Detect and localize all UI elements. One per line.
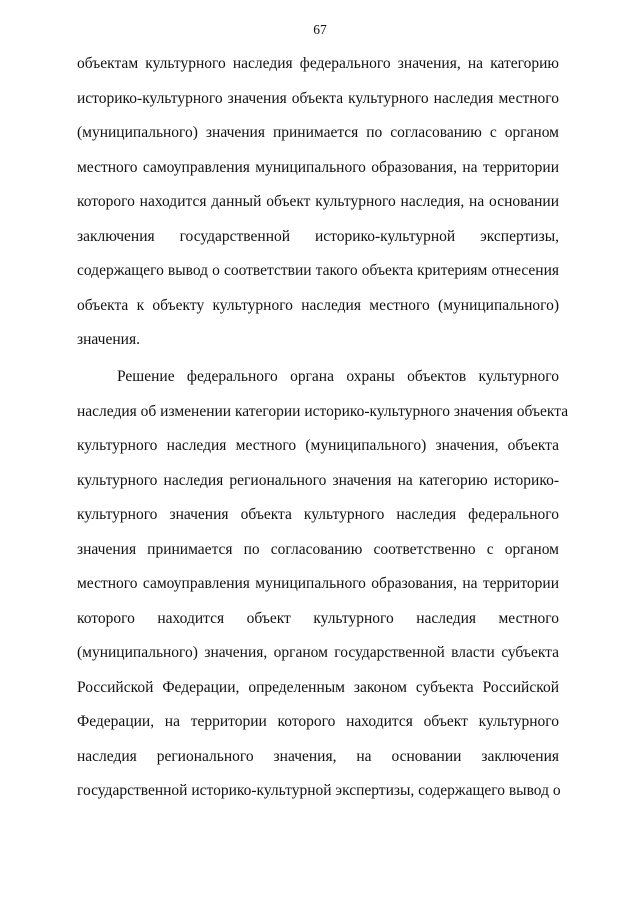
paragraph-2-line-12: наследия регионального значения, на основании заключения <box>77 748 559 765</box>
paragraph-2-line-9: (муниципального) значения, органом государственной власти субъекта <box>77 644 559 661</box>
paragraph-2-line-13: государственной историко-культурной экспертизы, содержащего вывод о <box>77 782 561 799</box>
paragraph-1-line-8: объекта к объекту культурного наследия местного (муниципального) <box>77 297 559 314</box>
paragraph-2-line-8: которого находится объект культурного наследия местного <box>77 610 559 627</box>
paragraph-2-line-7: местного самоуправления муниципального образования, на территории <box>77 575 559 592</box>
paragraph-2-line-3: культурного наследия местного (муниципального) значения, объекта <box>77 437 559 454</box>
paragraph-1-line-5: которого находится данный объект культурного наследия, на основании <box>77 193 559 210</box>
paragraph-2-line-2: наследия об изменении категории историко-культурного значения объекта <box>77 403 569 420</box>
paragraph-2-line-11: Федерации, на территории которого находится объект культурного <box>77 713 559 730</box>
paragraph-1-line-4: местного самоуправления муниципального образования, на территории <box>77 159 559 176</box>
paragraph-1-line-3: (муниципального) значения принимается по согласованию с органом <box>77 124 559 141</box>
paragraph-2-line-4: культурного наследия регионального значения на категорию историко- <box>77 472 559 489</box>
paragraph-1-line-2: историко-культурного значения объекта культурного наследия местного <box>77 90 559 107</box>
paragraph-1-line-1: объектам культурного наследия федерального значения, на категорию <box>77 55 559 72</box>
paragraph-1-line-7: содержащего вывод о соответствии такого объекта критериям отнесения <box>77 262 559 279</box>
paragraph-1-line-6: заключения государственной историко-культурной экспертизы, <box>77 228 559 245</box>
page-number: 67 <box>313 22 327 37</box>
paragraph-2-line-5: культурного значения объекта культурного наследия федерального <box>77 506 559 523</box>
paragraph-1-line-9: значения. <box>77 331 140 348</box>
paragraph-2-line-6: значения принимается по согласованию соответственно с органом <box>77 541 559 558</box>
paragraph-2-line-1: Решение федерального органа охраны объектов культурного <box>117 368 559 385</box>
paragraph-2-line-10: Российской Федерации, определенным законом субъекта Российской <box>77 679 559 696</box>
